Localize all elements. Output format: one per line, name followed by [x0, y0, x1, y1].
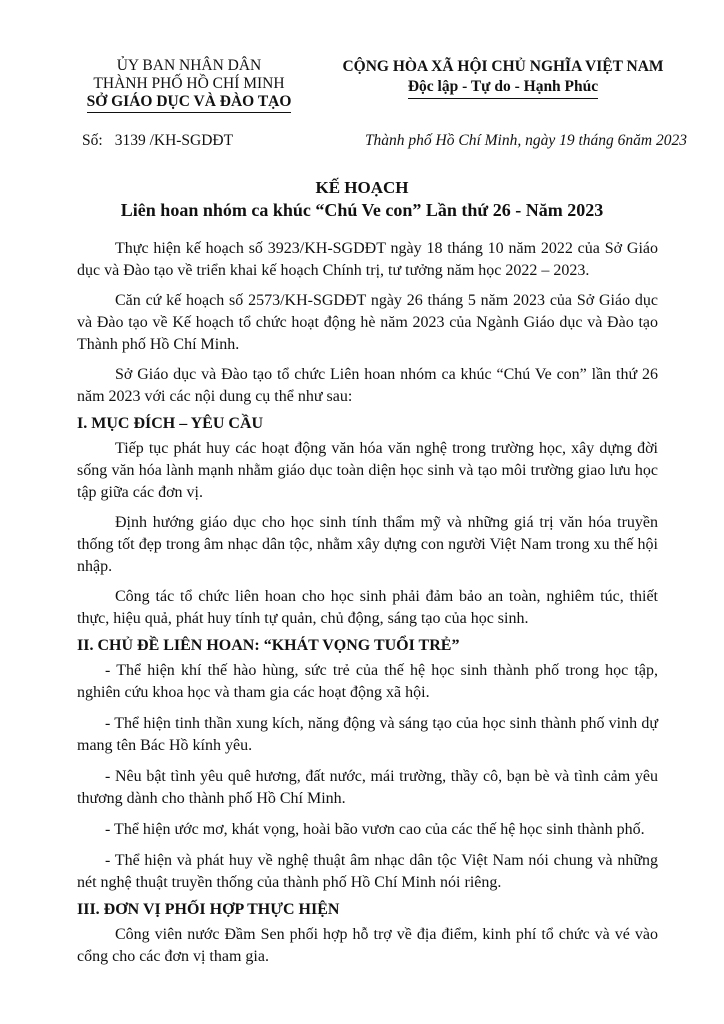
section-3-paragraph: Công viên nước Đầm Sen phối hợp hỗ trợ về địa điểm, kinh phí tổ chức và vé vào cổng cho các đơn vị tham gia.: [77, 926, 658, 965]
section-1-paragraph: Công tác tổ chức liên hoan cho học sinh phải đảm bảo an toàn, nghiêm túc, thiết thực, hiệu quả, phát huy tính tự quản, chủ động, sáng tạo của học sinh.: [77, 588, 658, 627]
intro-paragraph: Thực hiện kế hoạch số 3923/KH-SGDĐT ngày 18 tháng 10 năm 2022 của Sở Giáo dục và Đào tạo về triển khai kế hoạch Chính trị, tư tưởng năm học 2022 – 2023.: [77, 240, 658, 279]
list-item: - Thể hiện tinh thần xung kích, năng động và sáng tạo của học sinh thành phố vinh dự mang tên Bác Hồ kính yêu.: [77, 715, 658, 754]
authority-line-3: SỞ GIÁO DỤC VÀ ĐÀO TẠO: [87, 93, 292, 113]
section-3-heading: III. ĐƠN VỊ PHỐI HỢP THỰC HIỆN: [77, 901, 340, 918]
document-date: Thành phố Hồ Chí Minh, ngày 19 tháng 6năm 2023: [364, 132, 687, 149]
authority-line-1: ỦY BAN NHÂN DÂN: [116, 57, 262, 74]
section-1-heading: I. MỤC ĐÍCH – YÊU CẦU: [77, 415, 264, 432]
national-header: [318, 57, 688, 99]
document-title: [0, 176, 724, 222]
list-item: - Thể hiện ước mơ, khát vọng, hoài bão vươn cao của các thế hệ học sinh thành phố.: [105, 821, 645, 838]
title-main: KẾ HOẠCH: [315, 178, 409, 197]
list-item: - Thể hiện khí thế hào hùng, sức trẻ của thế hệ học sinh thành phố trong học tập, nghiên cứu khoa học và tham gia các hoạt động xã hội.: [77, 662, 658, 701]
national-motto: Độc lập - Tự do - Hạnh Phúc: [408, 77, 598, 99]
issuing-authority: [58, 57, 320, 113]
section-2-heading: II. CHỦ ĐỀ LIÊN HOAN: “KHÁT VỌNG TUỔI TRẺ”: [77, 637, 460, 654]
intro-paragraph: Sở Giáo dục và Đào tạo tổ chức Liên hoan nhóm ca khúc “Chú Ve con” lần thứ 26 năm 2023 với các nội dung cụ thể như sau:: [77, 366, 658, 405]
document-number-suffix: /KH-SGDĐT: [149, 132, 234, 149]
list-item: - Nêu bật tình yêu quê hương, đất nước, mái trường, thầy cô, bạn bè và tình cảm yêu thương dành cho thành phố Hồ Chí Minh.: [77, 768, 658, 807]
list-item: - Thể hiện và phát huy về nghệ thuật âm nhạc dân tộc Việt Nam nói chung và những nét nghệ thuật truyền thống của thành phố Hồ Chí Minh nói riêng.: [77, 852, 658, 891]
section-1-paragraph: Tiếp tục phát huy các hoạt động văn hóa văn nghệ trong trường học, xây dựng đời sống văn hóa lành mạnh nhằm giáo dục toàn diện học sinh và tạo môi trường giao lưu học tập giữa các đơn vị.: [77, 440, 658, 501]
title-sub: Liên hoan nhóm ca khúc “Chú Ve con” Lần thứ 26 - Năm 2023: [120, 200, 604, 220]
document-number: [82, 132, 233, 150]
authority-line-2: THÀNH PHỐ HỒ CHÍ MINH: [93, 75, 285, 92]
section-2-list: [77, 660, 658, 894]
intro-paragraph: Căn cứ kế hoạch số 2573/KH-SGDĐT ngày 26 tháng 5 năm 2023 của Sở Giáo dục và Đào tạo về Kế hoạch tổ chức hoạt động hè năm 2023 của Ngành Giáo dục và Đào tạo Thành phố Hồ Chí Minh.: [77, 292, 658, 353]
national-title: CỘNG HÒA XÃ HỘI CHỦ NGHĨA VIỆT NAM: [342, 58, 664, 75]
document-number-value: 3139: [114, 132, 146, 149]
document-number-prefix: Số:: [82, 132, 103, 149]
section-1-paragraph: Định hướng giáo dục cho học sinh tính thẩm mỹ và những giá trị văn hóa truyền thống tốt đẹp trong âm nhạc dân tộc, nhằm xây dựng con người Việt Nam trong xu thế hội nhập.: [77, 514, 658, 575]
document-body: [77, 238, 658, 968]
